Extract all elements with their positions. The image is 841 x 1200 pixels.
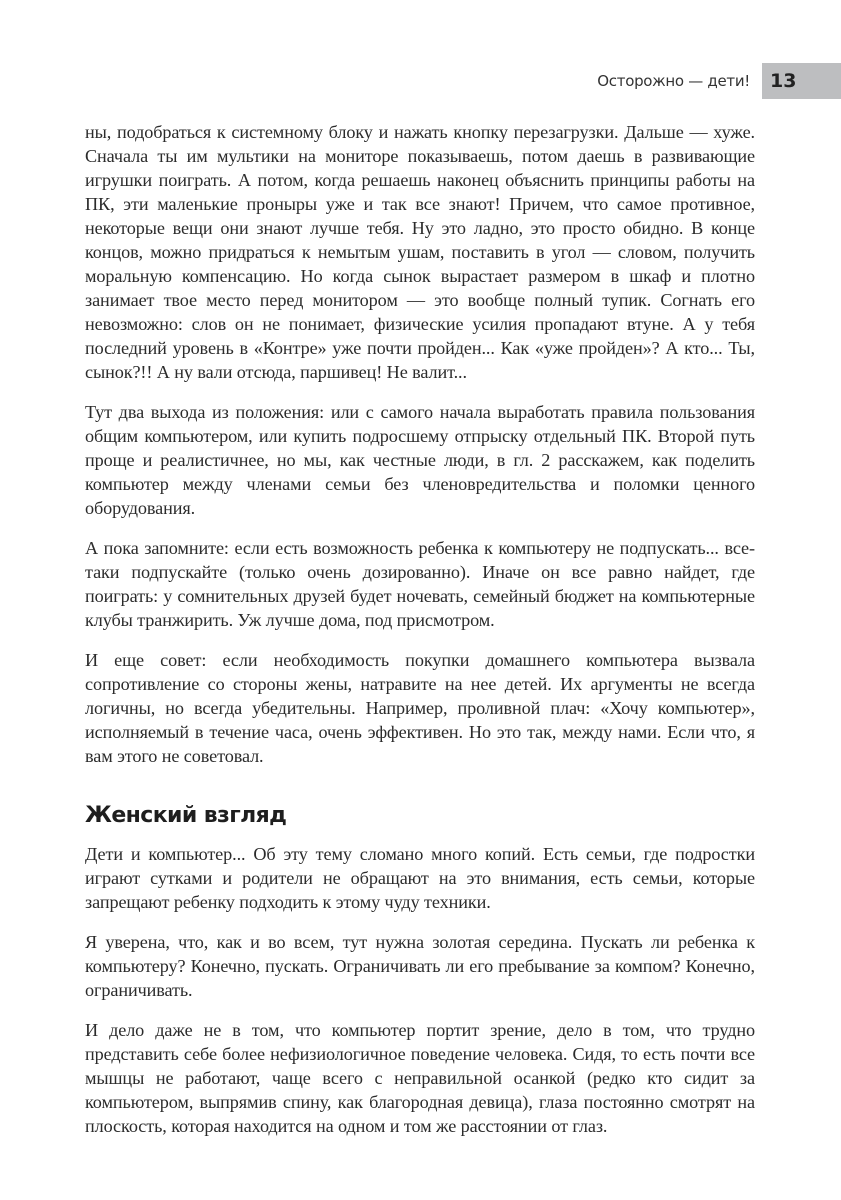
running-head [597,63,841,99]
paragraph: И дело даже не в том, что компьютер портит зрение, дело в том, что трудно представить себе более нефизиологичное поведение человека. Сидя, то есть почти все мышцы не работают, чаще всего с неправильной осанкой (редко кто сидит за компьютером, выпрямив спину, как благородная девица), глаза постоянно смотрят на плоскость, которая находится на одном и том же расстоянии от глаз. [85,1020,755,1136]
running-title: Осторожно — дети! [597,72,750,90]
paragraph: И еще совет: если необходимость покупки домашнего компьютера вызвала сопротивление со стороны жены, натравите на нее детей. Их аргументы не всегда логичны, но всегда убедительны. Например, проливной плач: «Хочу компьютер», исполняемый в течение часа, очень эффективен. Но это так, между нами. Если что, я вам этого не советовал. [85,650,755,766]
paragraph: Дети и компьютер... Об эту тему сломано много копий. Есть семьи, где подростки играют сутками и родители не обращают на это внимания, есть семьи, которые запрещают ребенку подходить к этому чуду техники. [85,844,755,912]
page-body [85,120,755,1154]
paragraph: Тут два выхода из положения: или с самого начала выработать правила пользования общим компьютером, или купить подросшему отпрыску отдельный ПК. Второй путь проще и реалистичнее, но мы, как честные люди, в гл. 2 расскажем, как поделить компьютер между членами семьи без членовредительства и поломки ценного оборудования. [85,402,755,518]
paragraph: Я уверена, что, как и во всем, тут нужна золотая середина. Пускать ли ребенка к компьютеру? Конечно, пускать. Ограничивать ли его пребывание за компом? Конечно, ограничивать. [85,932,755,1000]
section-heading: Женский взгляд [85,803,287,828]
paragraph: ны, подобраться к системному блоку и нажать кнопку перезагрузки. Дальше — хуже. Сначала ты им мультики на мониторе показываешь, потом даешь в развивающие игрушки поиграть. А потом, когда решаешь наконец объяснить принципы работы на ПК, эти маленькие проныры уже и так все знают! Причем, что самое противное, некоторые вещи они знают лучше тебя. Ну это ладно, это просто обидно. В конце концов, можно придраться к немытым ушам, поставить в угол — словом, получить моральную компенсацию. Но когда сынок вырастает размером в шкаф и плотно занимает твое место перед монитором — это вообще полный тупик. Согнать его невозможно: слов он не понимает, физические усилия пропадают втуне. А у тебя последний уровень в «Контре» уже почти пройден... Как «уже пройден»? А кто... Ты, сынок?!! А ну вали отсюда, паршивец! Не валит... [85,122,755,382]
paragraph: А пока запомните: если есть возможность ребенка к компьютеру не подпускать... все-таки подпускайте (только очень дозированно). Иначе он все равно найдет, где поиграть: у сомнительных друзей будет ночевать, семейный бюджет на компьютерные клубы транжирить. Уж лучше дома, под присмотром. [85,538,755,630]
page-number-box [762,63,841,99]
page-number: 13 [770,70,797,92]
